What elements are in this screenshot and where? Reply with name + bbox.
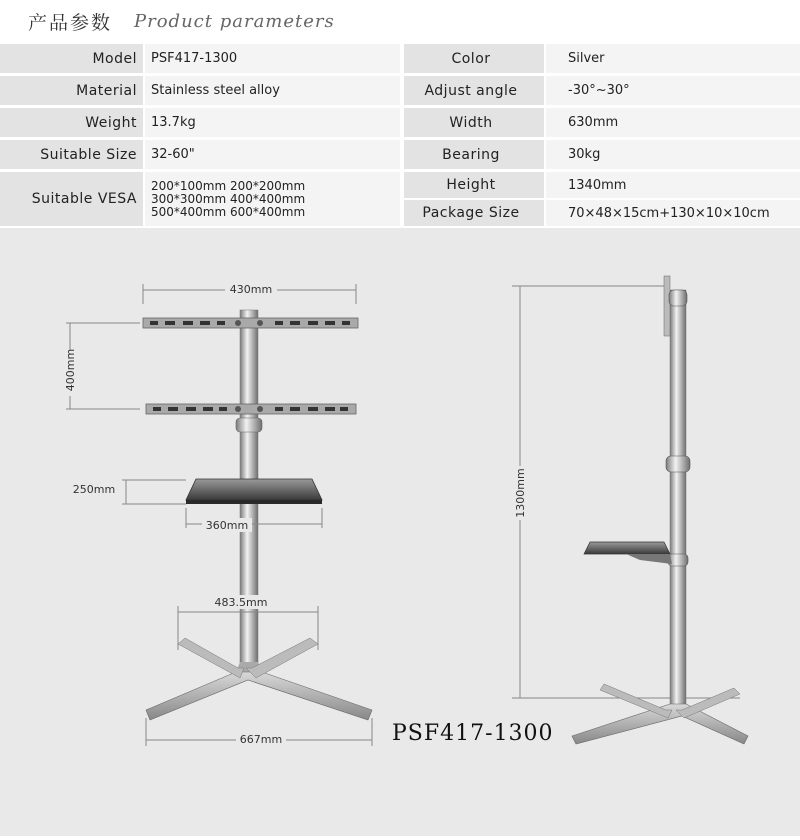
dim-483: 483.5mm [214, 596, 268, 609]
glass-shelf [186, 479, 322, 500]
spec-label-size: Suitable Size [0, 140, 143, 169]
spec-value-material: Stainless steel alloy [145, 76, 400, 105]
front-base-legs [146, 672, 372, 720]
spec-value-bearing: 30kg [546, 140, 800, 169]
vesa-line-2: 300*300mm 400*400mm [151, 191, 306, 206]
spec-table [0, 42, 800, 228]
spec-value-package: 70×48×15cm+130×10×10cm [546, 200, 800, 226]
dim-250: 250mm [72, 483, 116, 496]
spec-value-size: 32-60" [145, 140, 400, 169]
header-title-en: Product parameters [134, 11, 335, 32]
dim-1300: 1300mm [514, 468, 527, 518]
vesa-line-3: 500*400mm 600*400mm [151, 204, 306, 219]
spec-label-model: Model [0, 44, 143, 73]
spec-label-width: Width [404, 108, 544, 137]
product-diagram [0, 228, 800, 836]
vesa-line-1: 200*100mm 200*200mm [151, 178, 306, 193]
dim-360: 360mm [205, 519, 249, 532]
header-title-cn: 产品参数 [28, 12, 113, 34]
side-pole [670, 290, 686, 710]
spec-label-vesa: Suitable VESA [0, 172, 143, 226]
dim-430: 430mm [229, 283, 273, 296]
spec-value-color: Silver [546, 44, 800, 73]
spec-label-height: Height [404, 172, 544, 198]
spec-label-material: Material [0, 76, 143, 105]
spec-value-model: PSF417-1300 [145, 44, 400, 73]
section-header [0, 0, 800, 42]
spec-label-color: Color [404, 44, 544, 73]
spec-value-height: 1340mm [546, 172, 800, 198]
spec-value-angle: -30°~30° [546, 76, 800, 105]
side-view [512, 276, 748, 744]
spec-value-weight: 13.7kg [145, 108, 400, 137]
dim-400: 400mm [64, 348, 77, 392]
spec-value-vesa [145, 172, 400, 226]
spec-label-package: Package Size [404, 200, 544, 226]
dim-667: 667mm [239, 733, 283, 746]
front-view [63, 282, 372, 746]
spec-label-bearing: Bearing [404, 140, 544, 169]
model-caption: PSF417-1300 [392, 721, 554, 746]
spec-value-width: 630mm [546, 108, 800, 137]
spec-label-angle: Adjust angle [404, 76, 544, 105]
spec-label-weight: Weight [0, 108, 143, 137]
